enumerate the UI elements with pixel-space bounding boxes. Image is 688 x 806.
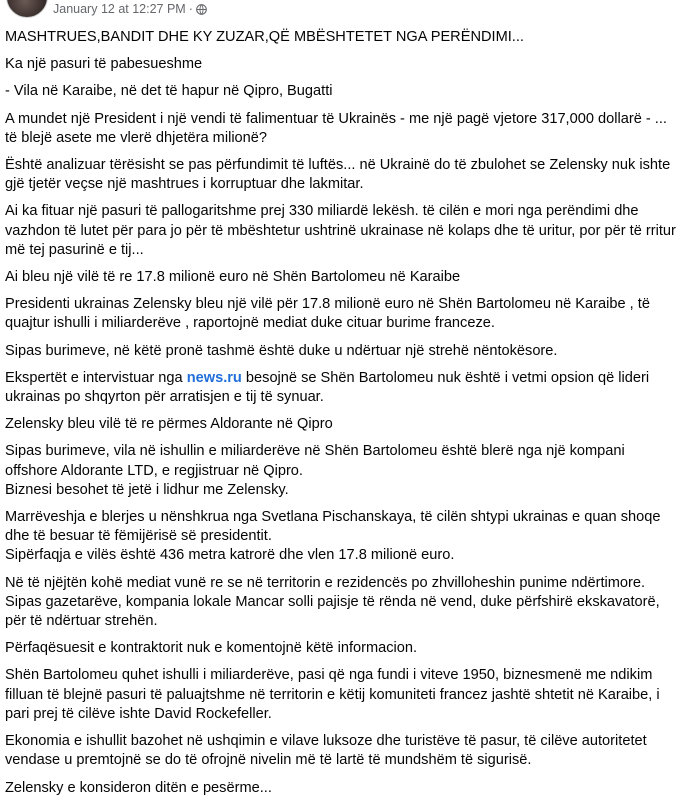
post-paragraph-experts [5,369,681,407]
post-meta [53,2,207,17]
post-paragraph: Zelensky bleu vilë të re përmes Aldorante në Qipro [5,416,333,433]
post-paragraph: Ka një pasuri të pabesueshme [5,56,203,73]
post-paragraph: Sipas burimeve, në këtë pronë tashmë është duke u ndërtuar një strehë nëntokësore. [5,342,558,359]
paragraph-line: Sipas gazetarëve, kompania lokale Mancar solli pajisje të rënda në vend, duke përfshirë ekskavatorë, për të ndërtuar strehën. [5,593,660,630]
paragraph-line: Biznesi besohet të jetë i lidhur me Zelensky. [5,481,289,498]
avatar[interactable] [6,0,48,18]
post-title: MASHTRUES,BANDIT DHE KY ZUZAR,QË MBËSHTETET NGA PERËNDIMI... [5,29,524,45]
post-paragraph: Zelensky e konsideron ditën e pesërme... [5,779,272,796]
post-paragraph: Shën Bartolomeu quhet ishulli i miliarderëve, pasi që nga fundi i viteve 1950, biznesmenë me ndikim filluan të blejnë pasuri të paluajtshme në territorin e këtij komuniteti francez jashtë shtetit në Karaibe, i pari prej të cilëve ishte David Rockefeller. [5,667,660,722]
post-paragraph: Ekonomia e ishullit bazohet në ushqimin e vilave luksoze dhe turistëve të pasur, të cilëve autoritetet vendase u premtojnë se do të ofrojnë nivelin më të lartë të mundshëm të sigurisë. [5,733,647,769]
meta-separator: · [188,2,193,16]
post-paragraphs [5,55,681,361]
post-paragraph: Është analizuar tërësisht se pas përfundimit të luftës... në Ukrainë do të zbulohet se Zelensky nuk ishte gjë tjetër veçse një mashtrues i korruptuar dhe lakmitar. [5,157,671,193]
experts-after: besojnë se Shën Bartolomeu nuk është i vetmi opsion që lideri ukrainas po shqyrton për arratisjen e tij të synuar. [5,369,650,406]
paragraph-line: Sipas burimeve, vila në ishullin e miliarderëve në Shën Bartolomeu është blerë nga një kompani offshore Aldorante LTD, e regjistruar në Qipro. [5,443,625,479]
post-paragraph: Ai bleu një vilë të re 17.8 milionë euro në Shën Bartolomeu në Karaibe [5,269,461,286]
news-ru-link[interactable]: news.ru [186,369,242,386]
post-timestamp[interactable]: January 12 at 12:27 PM [53,2,186,16]
paragraph-line: Sipërfaqja e vilës është 436 metra katrorë dhe vlen 17.8 milionë euro. [5,547,455,564]
post-paragraph [5,508,681,566]
post-multiline-paragraphs [5,442,681,631]
post-paragraphs-3 [5,639,681,797]
post-paragraph: - Vila në Karaibe, në det të hapur në Qipro, Bugatti [5,83,333,100]
post-header [0,0,688,20]
post-paragraph: A mundet një President i një vendi të falimentuar të Ukrainës - me një pagë vjetore 317,000 dollarë - ... të blejë asete me vlerë dhjetëra milionë? [5,110,667,146]
post-paragraph [5,442,681,500]
paragraph-line: Në të njëjtën kohë mediat vunë re se në territorin e rezidencës po zhvilloheshin punime ndërtimore. [5,574,646,591]
post-body [5,28,681,806]
post-paragraph: Përfaqësuesit e kontraktorit nuk e komentojnë këtë informacion. [5,640,418,657]
post-paragraphs-2 [5,415,681,434]
post-paragraph [5,574,681,632]
globe-icon[interactable] [196,4,207,15]
post-paragraph: Presidenti ukrainas Zelensky bleu një vilë për 17.8 milionë euro në Shën Bartolomeu në Karaibe , të quajtur ishulli i miliarderëve , raportojnë mediat duke cituar burime franceze. [5,296,650,332]
experts-before: Ekspertët e intervistuar nga [5,369,187,386]
paragraph-line: Marrëveshja e blerjes u nënshkrua nga Svetlana Pischanskaya, të cilën shtypi ukrainas e quan shoqe dhe të besuar të fëmijërisë së presidentit. [5,509,661,545]
post-paragraph: Ai ka fituar një pasuri të pallogaritshme prej 330 miliardë lekësh. të cilën e mori nga perëndimi dhe vazhdon të lutet për para jo për të mbështetur ushtrinë ukrainase në kolaps dhe të uritur, por për të rritur më tej pasurinë e tij... [5,203,676,258]
